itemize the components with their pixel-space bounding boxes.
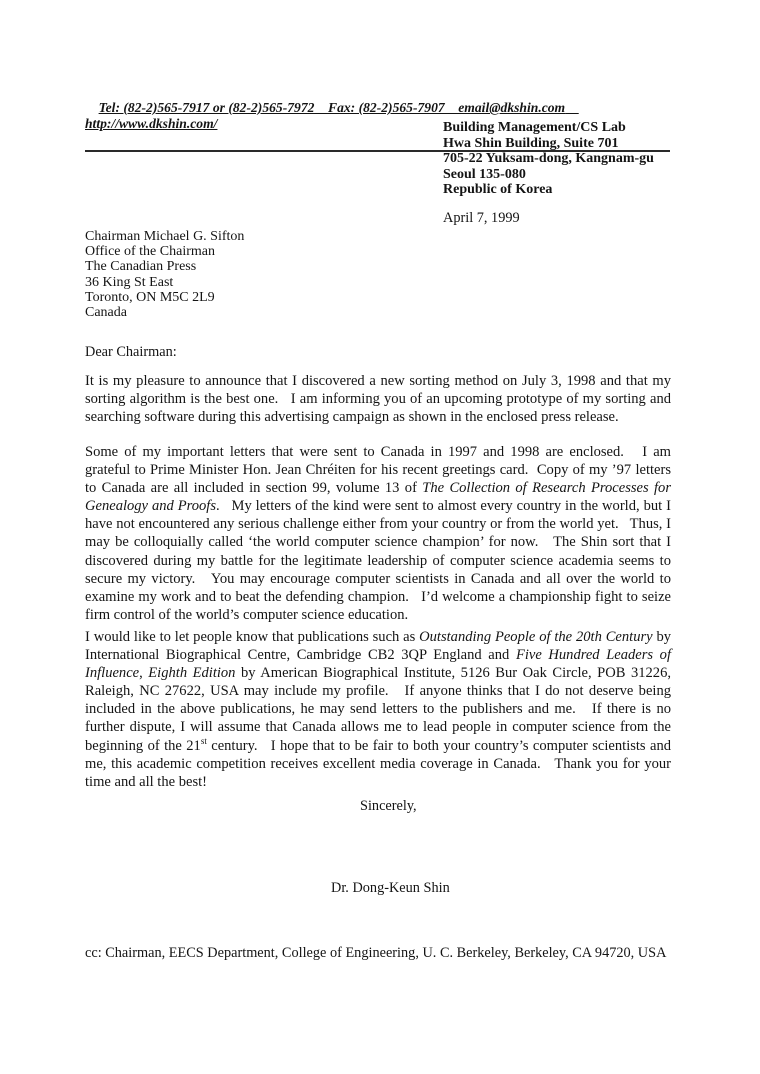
sender-address-line: Building Management/CS Lab xyxy=(443,120,626,135)
closing-line: Sincerely, xyxy=(360,798,417,814)
sender-address-line: 705-22 Yuksam-dong, Kangnam-gu xyxy=(443,151,654,167)
recipient-address-line: 36 King St East xyxy=(85,274,174,290)
cc-line: cc: Chairman, EECS Department, College of Engineering, U. C. Berkeley, Berkeley, CA 94720, USA xyxy=(85,945,667,961)
date-line: April 7, 1999 xyxy=(443,210,520,226)
recipient-address-line: The Canadian Press xyxy=(85,259,197,275)
recipient-address-line: Office of the Chairman xyxy=(85,244,215,260)
recipient-address-block xyxy=(85,229,244,320)
contact-header-line: Tel: (82-2)565-7917 or (82-2)565-7972 Fax: (82-2)565-7907 email@dkshin.com http://www.dkshin.com/ xyxy=(85,100,579,131)
recipient-name-line: Chairman Michael G. Sifton xyxy=(85,229,245,244)
salutation: Dear Chairman: xyxy=(85,344,177,360)
body-paragraph-1: It is my pleasure to announce that I discovered a new sorting method on July 3, 1998 and that my sorting algorithm is the best one. I am informing you of an upcoming prototype of my sorting and searching software during this advertising campaign as shown in the enclosed press release. xyxy=(85,373,675,426)
signature-name: Dr. Dong-Keun Shin xyxy=(331,880,450,896)
sender-address-line: Seoul 135-080 xyxy=(443,166,526,182)
recipient-address-line: Toronto, ON M5C 2L9 xyxy=(85,289,215,305)
body-paragraph-3: I would like to let people know that publications such as Outstanding People of the 20th Century by International Biographical Centre, Cambridge CB2 3QP England and Five Hundred Leaders of Influence, Eighth Edition by American Biographical Institute, 5126 Bur Oak Circle, POB 31226, Raleigh, NC 27622, USA may include my profile. If anyone thinks that I do not deserve being included in the above publications, he may send letters to the publishers and me. If there is no further dispute, I will assume that Canada allows me to lead people in computer science from the beginning of the 21st century. I hope that to be fair to both your country’s computer scientists and me, this academic competition receives excellent media coverage in Canada. Thank you for your time and all the best! xyxy=(85,629,675,790)
sender-address-line: Hwa Shin Building, Suite 701 xyxy=(443,135,619,151)
sender-address-block xyxy=(443,120,654,198)
recipient-address-line: Canada xyxy=(85,305,127,321)
body-paragraph-2: Some of my important letters that were sent to Canada in 1997 and 1998 are enclosed. I am grateful to Prime Minister Hon. Jean Chréiten for his recent greetings card. Copy of my ’97 letters to Canada are all included in section 99, volume 13 of The Collection of Research Processes for Genealogy and Proofs. My letters of the kind were sent to almost every country in the world, but I have not encountered any serious challenge either from your country or from the world yet. Thus, I may be colloquially called ‘the world computer science champion’ for now. The Shin sort that I discovered during my battle for the legitimate leadership of computer science academia seems to secure my victory. You may encourage computer scientists in Canada and all over the world to examine my work and to beat the defending champion. I’d welcome a championship fight to seize firm control of the world’s computer science education. xyxy=(85,444,675,623)
sender-address-line: Republic of Korea xyxy=(443,182,553,198)
